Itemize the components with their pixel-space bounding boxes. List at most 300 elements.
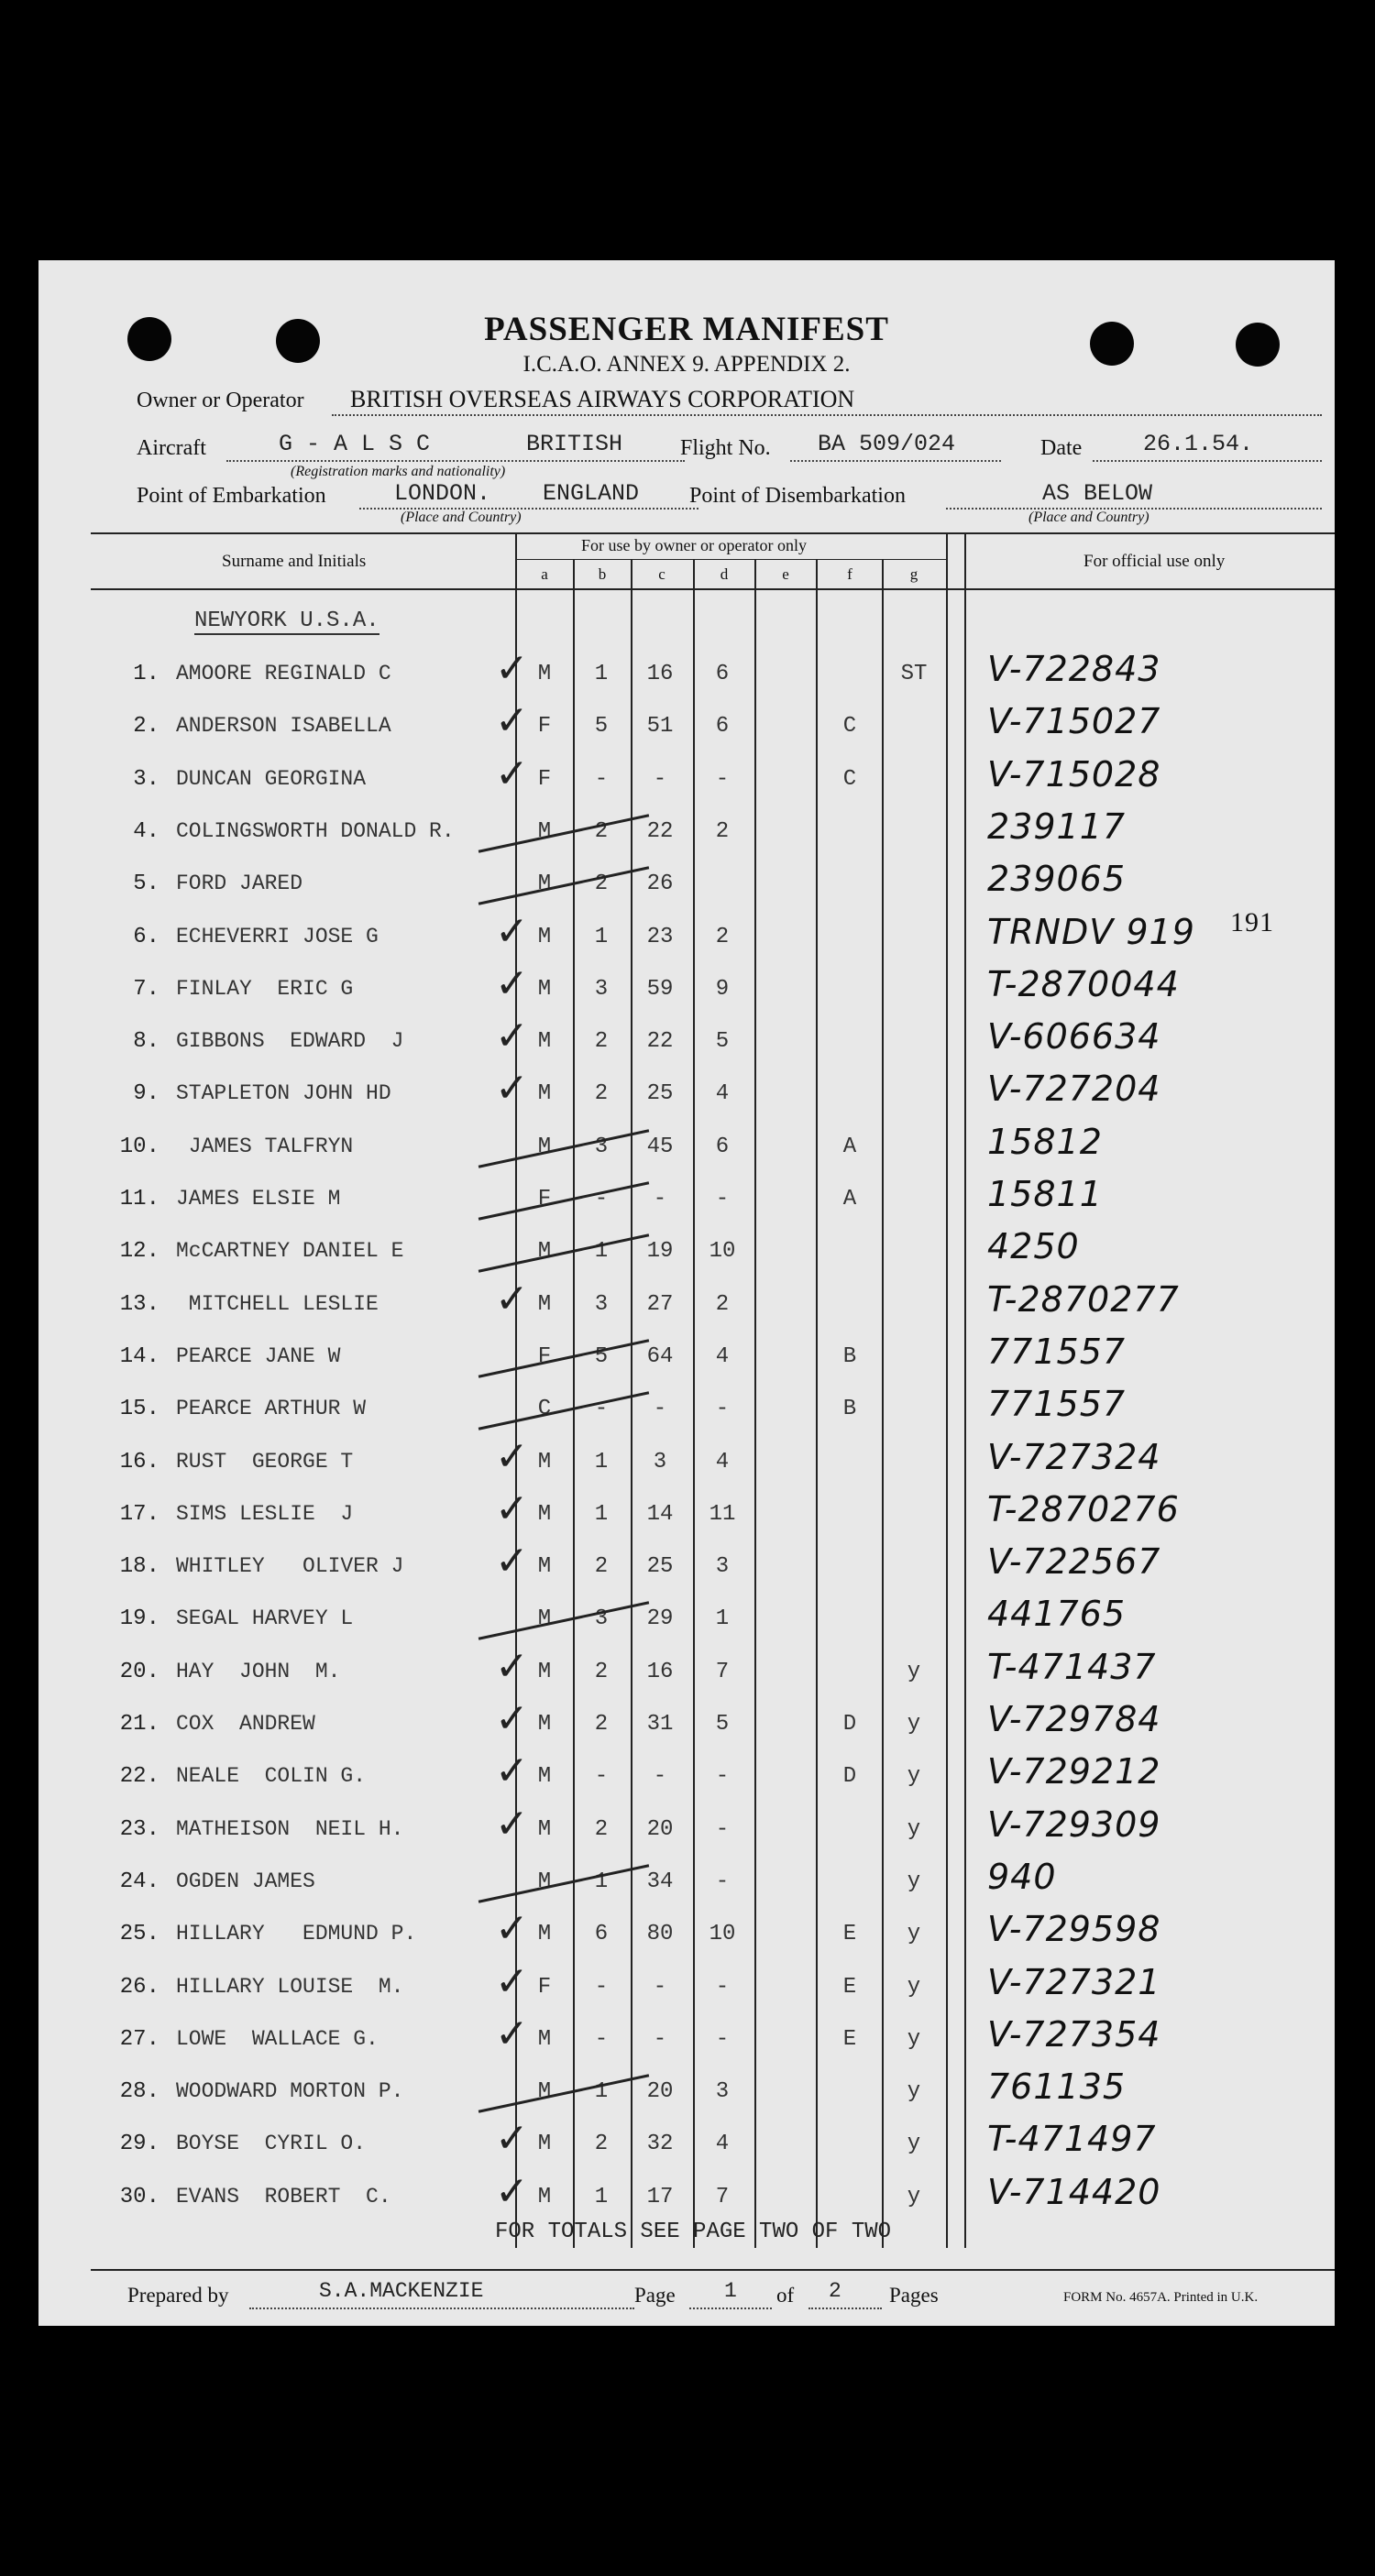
check-mark-icon: ✓	[495, 2115, 529, 2162]
column-letter-b: b	[598, 565, 607, 583]
row-number: 17.	[119, 1502, 160, 1527]
cell-a: M	[537, 1660, 552, 1684]
cell-g: ST	[900, 662, 928, 686]
passenger-name: COLINGSWORTH DONALD R.	[176, 819, 455, 843]
cell-d: 2	[715, 819, 730, 844]
cell-b: 2	[594, 1712, 609, 1737]
aircraft-line	[226, 460, 685, 462]
row-number: 6.	[133, 925, 160, 949]
passenger-name: WOODWARD MORTON P.	[176, 2079, 404, 2103]
cell-d: 3	[715, 1554, 730, 1579]
cell-g: y	[907, 1922, 921, 1946]
row-number: 1.	[133, 662, 160, 686]
cell-a: M	[537, 977, 552, 1002]
cell-c: 16	[646, 1660, 674, 1684]
embarkation-city: LONDON.	[394, 480, 491, 507]
cell-d: 3	[715, 2079, 730, 2104]
passenger-name: FINLAY ERIC G	[176, 977, 354, 1001]
table-top-rule	[91, 532, 1335, 534]
cell-d: 2	[715, 1292, 730, 1317]
check-mark-icon: ✓	[495, 697, 529, 744]
embarkation-sublabel: (Place and Country)	[401, 510, 522, 525]
check-mark-icon: ✓	[495, 1643, 529, 1690]
passenger-name: HILLARY LOUISE M.	[176, 1975, 404, 1999]
cell-a: M	[537, 1712, 552, 1737]
column-divider	[816, 559, 818, 2248]
passenger-name: FORD JARED	[176, 871, 303, 895]
cell-b: 3	[594, 1606, 609, 1631]
cell-d: 4	[715, 1450, 730, 1474]
cell-d: 10	[709, 1239, 736, 1264]
cell-d: 6	[715, 662, 730, 686]
passenger-name: BOYSE CYRIL O.	[176, 2132, 367, 2155]
cell-a: M	[537, 1817, 552, 1842]
cell-b: 1	[594, 2079, 609, 2104]
cell-c: 3	[653, 1450, 667, 1474]
cell-c: 20	[646, 2079, 674, 2104]
cell-b: 3	[594, 1292, 609, 1317]
cell-b: 1	[594, 1239, 609, 1264]
passenger-name: HILLARY EDMUND P.	[176, 1922, 417, 1946]
cell-b: 2	[594, 1817, 609, 1842]
cell-a: M	[537, 1554, 552, 1579]
cell-d: 9	[715, 977, 730, 1002]
check-mark-icon: ✓	[495, 908, 529, 955]
prepared-by-label: Prepared by	[127, 2284, 229, 2307]
cell-d: 6	[715, 1135, 730, 1159]
official-entry: V-722843	[987, 649, 1161, 689]
row-number: 30.	[119, 2185, 160, 2209]
cell-a: F	[537, 1187, 552, 1211]
cell-d: 5	[715, 1029, 730, 1054]
official-entry: V-727204	[987, 1069, 1161, 1109]
cell-d: 7	[715, 1660, 730, 1684]
passenger-name: EVANS ROBERT C.	[176, 2185, 391, 2209]
cell-f: B	[842, 1344, 857, 1369]
cell-b: 2	[594, 1029, 609, 1054]
cell-f: C	[842, 714, 857, 739]
check-mark-icon: ✓	[495, 1013, 529, 1059]
cell-c: 23	[646, 925, 674, 949]
cell-b: 2	[594, 1081, 609, 1106]
embarkation-country: ENGLAND	[543, 480, 640, 507]
embarkation-label: Point of Embarkation	[137, 484, 326, 508]
row-number: 15.	[119, 1397, 160, 1421]
row-number: 14.	[119, 1344, 160, 1369]
of-line	[808, 2307, 882, 2309]
date-label: Date	[1040, 436, 1083, 460]
aircraft-label: Aircraft	[137, 436, 206, 460]
page-line	[689, 2307, 772, 2309]
official-entry: 441765	[987, 1594, 1127, 1634]
cell-c: 20	[646, 1817, 674, 1842]
cell-d: 4	[715, 2132, 730, 2156]
disembarkation-sublabel: (Place and Country)	[1028, 510, 1150, 525]
cell-a: M	[537, 2027, 552, 2052]
official-entry: 15812	[987, 1122, 1103, 1162]
cell-g: y	[907, 2027, 921, 2052]
official-entry: T-2870044	[987, 964, 1180, 1004]
passenger-name: ECHEVERRI JOSE G	[176, 925, 379, 948]
page-title: PASSENGER MANIFEST	[484, 311, 889, 348]
cell-c: 51	[646, 714, 674, 739]
cell-d: 2	[715, 925, 730, 949]
cell-d: -	[715, 1817, 730, 1842]
totals-note: FOR TOTALS SEE PAGE TWO OF TWO	[495, 2220, 892, 2244]
check-mark-icon: ✓	[495, 1695, 529, 1742]
cell-a: M	[537, 2132, 552, 2156]
check-mark-icon: ✓	[495, 1905, 529, 1952]
row-number: 19.	[119, 1606, 160, 1631]
official-column-divider	[964, 532, 966, 2248]
cell-b: 3	[594, 1135, 609, 1159]
cell-g: y	[907, 1869, 921, 1894]
cell-d: 11	[709, 1502, 736, 1527]
cell-a: F	[537, 767, 552, 792]
passenger-name: DUNCAN GEORGINA	[176, 767, 367, 791]
official-entry: 239065	[987, 859, 1127, 899]
cell-a: F	[537, 714, 552, 739]
cell-c: 17	[646, 2185, 674, 2209]
cell-b: 2	[594, 2132, 609, 2156]
cell-a: M	[537, 1450, 552, 1474]
official-entry: 761135	[987, 2066, 1127, 2107]
cell-b: 5	[594, 714, 609, 739]
cell-c: -	[653, 1764, 667, 1789]
official-entry: T-2870276	[987, 1489, 1180, 1529]
aircraft-sublabel: (Registration marks and nationality)	[291, 464, 506, 479]
cell-b: 1	[594, 1450, 609, 1474]
check-mark-icon: ✓	[495, 1958, 529, 2005]
cell-a: M	[537, 925, 552, 949]
col-surname-header: Surname and Initials	[222, 552, 367, 571]
official-entry: V-722567	[987, 1541, 1161, 1582]
cell-b: 2	[594, 819, 609, 844]
cell-d: 10	[709, 1922, 736, 1946]
cell-g: y	[907, 1975, 921, 2000]
row-number: 9.	[133, 1081, 160, 1106]
cell-b: 2	[594, 871, 609, 896]
cell-a: M	[537, 662, 552, 686]
cell-c: -	[653, 1187, 667, 1211]
passenger-name: SIMS LESLIE J	[176, 1502, 354, 1526]
cell-g: y	[907, 2079, 921, 2104]
passenger-name: COX ANDREW	[176, 1712, 315, 1736]
disembarkation-value: AS BELOW	[1042, 480, 1153, 507]
row-number: 12.	[119, 1239, 160, 1264]
passenger-name: STAPLETON JOHN HD	[176, 1081, 391, 1105]
row-number: 26.	[119, 1975, 160, 2000]
official-entry: V-727354	[987, 2014, 1161, 2055]
cell-b: 1	[594, 925, 609, 949]
page-subtitle: I.C.A.O. ANNEX 9. APPENDIX 2.	[522, 352, 851, 377]
cell-d: -	[715, 1764, 730, 1789]
form-number: FORM No. 4657A. Printed in U.K.	[1063, 2290, 1259, 2305]
official-entry: T-471497	[987, 2119, 1157, 2159]
official-entry: V-729598	[987, 1909, 1161, 1949]
table-bottom-rule	[91, 2269, 1335, 2271]
passenger-name: LOWE WALLACE G.	[176, 2027, 379, 2051]
passenger-name: HAY JOHN M.	[176, 1660, 341, 1683]
column-letter-c: c	[658, 565, 666, 583]
cell-b: 2	[594, 1554, 609, 1579]
page-label: Page	[634, 2284, 676, 2307]
cell-c: 29	[646, 1606, 674, 1631]
row-number: 23.	[119, 1817, 160, 1842]
cell-f: D	[842, 1712, 857, 1737]
row-number: 24.	[119, 1869, 160, 1894]
check-mark-icon: ✓	[495, 1801, 529, 1847]
cell-a: M	[537, 2185, 552, 2209]
passenger-name: RUST GEORGE T	[176, 1450, 354, 1474]
cell-g: y	[907, 1660, 921, 1684]
cell-a: M	[537, 1081, 552, 1106]
cell-b: 5	[594, 1344, 609, 1369]
official-entry: 239117	[987, 806, 1127, 847]
passenger-name: AMOORE REGINALD C	[176, 662, 391, 685]
cell-d: -	[715, 2027, 730, 2052]
cell-b: 1	[594, 2185, 609, 2209]
cell-c: 25	[646, 1554, 674, 1579]
cell-d: -	[715, 1397, 730, 1421]
owner-label: Owner or Operator	[137, 389, 304, 412]
passenger-name: JAMES ELSIE M	[176, 1187, 341, 1211]
cell-f: E	[842, 1922, 857, 1946]
official-entry: V-729784	[987, 1699, 1161, 1739]
cell-c: 22	[646, 1029, 674, 1054]
owner-line	[332, 414, 1322, 416]
passenger-name: PEARCE ARTHUR W	[176, 1397, 367, 1420]
cell-a: M	[537, 871, 552, 896]
check-mark-icon: ✓	[495, 960, 529, 1007]
cell-c: 19	[646, 1239, 674, 1264]
cell-d: 5	[715, 1712, 730, 1737]
cell-b: 1	[594, 1502, 609, 1527]
cell-f: D	[842, 1764, 857, 1789]
cell-f: C	[842, 767, 857, 792]
cell-d: -	[715, 1975, 730, 2000]
cell-d: 4	[715, 1344, 730, 1369]
official-entry: V-727324	[987, 1437, 1161, 1477]
check-mark-icon: ✓	[495, 1433, 529, 1480]
cell-g: y	[907, 1817, 921, 1842]
row-number: 16.	[119, 1450, 160, 1474]
cell-c: -	[653, 1397, 667, 1421]
owner-value: BRITISH OVERSEAS AIRWAYS CORPORATION	[350, 386, 855, 412]
cell-b: 6	[594, 1922, 609, 1946]
cell-c: 26	[646, 871, 674, 896]
cell-c: 31	[646, 1712, 674, 1737]
column-divider	[754, 559, 756, 2248]
cell-f: A	[842, 1135, 857, 1159]
cell-b: -	[594, 1975, 609, 2000]
row-number: 27.	[119, 2027, 160, 2052]
cell-a: M	[537, 1764, 552, 1789]
cell-c: -	[653, 1975, 667, 2000]
aircraft-registration: G - A L S C	[279, 431, 431, 457]
row-number: 5.	[133, 871, 160, 896]
of-label: of	[776, 2284, 795, 2307]
date-value: 26.1.54.	[1143, 431, 1254, 457]
cell-a: F	[537, 1344, 552, 1369]
check-mark-icon: ✓	[495, 2011, 529, 2057]
cell-c: 16	[646, 662, 674, 686]
passenger-name: OGDEN JAMES	[176, 1869, 315, 1893]
cell-d: 6	[715, 714, 730, 739]
passenger-name: PEARCE JANE W	[176, 1344, 341, 1368]
column-divider	[882, 559, 884, 2248]
cell-c: 27	[646, 1292, 674, 1317]
official-entry: 4250	[987, 1226, 1080, 1266]
cell-a: C	[537, 1397, 552, 1421]
cell-f: E	[842, 1975, 857, 2000]
cell-c: 59	[646, 977, 674, 1002]
passenger-name: MATHEISON NEIL H.	[176, 1817, 404, 1841]
passenger-name: MITCHELL LESLIE	[176, 1292, 379, 1316]
passenger-name: SEGAL HARVEY L	[176, 1606, 354, 1630]
row-number: 13.	[119, 1292, 160, 1317]
passenger-name: JAMES TALFRYN	[176, 1135, 354, 1158]
cell-g: y	[907, 2132, 921, 2156]
official-entry: 15811	[987, 1174, 1103, 1214]
page-total: 2	[829, 2279, 842, 2303]
aircraft-nationality: BRITISH	[526, 431, 623, 457]
row-number: 10.	[119, 1135, 160, 1159]
cell-d: 7	[715, 2185, 730, 2209]
check-mark-icon: ✓	[495, 751, 529, 797]
column-letter-a: a	[541, 565, 548, 583]
cell-d: -	[715, 1869, 730, 1894]
cell-g: y	[907, 1712, 921, 1737]
row-number: 7.	[133, 977, 160, 1002]
cell-d: 4	[715, 1081, 730, 1106]
row-number: 20.	[119, 1660, 160, 1684]
flight-number: BA 509/024	[818, 431, 956, 457]
row-number: 29.	[119, 2132, 160, 2156]
row-number: 4.	[133, 819, 160, 844]
official-entry: TRNDV 919	[987, 912, 1195, 952]
cell-b: -	[594, 1764, 609, 1789]
official-entry: V-714420	[987, 2172, 1161, 2212]
cell-a: M	[537, 2079, 552, 2104]
cell-b: -	[594, 1397, 609, 1421]
cell-d: -	[715, 1187, 730, 1211]
cell-c: 22	[646, 819, 674, 844]
column-divider	[946, 532, 948, 2248]
col-owner-use-header: For use by owner or operator only	[581, 536, 807, 554]
cell-a: M	[537, 1292, 552, 1317]
pages-label: Pages	[889, 2284, 939, 2307]
row-number: 18.	[119, 1554, 160, 1579]
row-number: 8.	[133, 1029, 160, 1054]
cell-c: 64	[646, 1344, 674, 1369]
column-letter-g: g	[909, 565, 918, 583]
official-entry: V-715027	[987, 701, 1161, 741]
cell-c: 34	[646, 1869, 674, 1894]
check-mark-icon: ✓	[495, 1748, 529, 1794]
disembarkation-label: Point of Disembarkation	[689, 484, 906, 508]
official-entry: 771557	[987, 1384, 1127, 1424]
cell-b: 1	[594, 1869, 609, 1894]
column-letter-f: f	[847, 565, 852, 583]
cell-b: 3	[594, 977, 609, 1002]
official-entry: V-715028	[987, 754, 1161, 795]
row-number: 21.	[119, 1712, 160, 1737]
destination-heading: NEWYORK U.S.A.	[194, 608, 380, 633]
prepared-by-value: S.A.MACKENZIE	[319, 2279, 484, 2303]
cell-b: 1	[594, 662, 609, 686]
official-entry: 771557	[987, 1332, 1127, 1372]
cell-c: 32	[646, 2132, 674, 2156]
official-entry: T-471437	[987, 1647, 1157, 1687]
manifest-sheet	[38, 260, 1335, 2326]
check-mark-icon: ✓	[495, 1065, 529, 1112]
check-mark-icon: ✓	[495, 1538, 529, 1584]
cell-f: A	[842, 1187, 857, 1211]
official-entry: V-729212	[987, 1751, 1161, 1792]
cell-g: y	[907, 2185, 921, 2209]
official-entry: V-606634	[987, 1016, 1161, 1057]
col-official-header: For official use only	[1084, 552, 1226, 571]
prepared-by-line	[249, 2307, 634, 2309]
passenger-name: ANDERSON ISABELLA	[176, 714, 391, 738]
cell-b: 2	[594, 1660, 609, 1684]
official-entry: V-729309	[987, 1804, 1161, 1845]
side-number: 191	[1230, 907, 1274, 937]
official-entry: T-2870277	[987, 1279, 1180, 1320]
cell-a: M	[537, 1239, 552, 1264]
table-header-rule	[91, 588, 1335, 590]
passenger-name: WHITLEY OLIVER J	[176, 1554, 404, 1578]
column-letter-d: d	[720, 565, 729, 583]
flight-label: Flight No.	[680, 436, 771, 460]
passenger-name: NEALE COLIN G.	[176, 1764, 367, 1788]
check-mark-icon: ✓	[495, 1485, 529, 1532]
passenger-name: McCARTNEY DANIEL E	[176, 1239, 404, 1263]
cell-a: M	[537, 1029, 552, 1054]
page-number: 1	[724, 2279, 737, 2303]
cell-d: 1	[715, 1606, 730, 1631]
cell-c: -	[653, 767, 667, 792]
cell-a: M	[537, 1922, 552, 1946]
row-number: 2.	[133, 714, 160, 739]
cell-a: M	[537, 1135, 552, 1159]
check-mark-icon: ✓	[495, 1276, 529, 1322]
cell-c: 25	[646, 1081, 674, 1106]
row-number: 3.	[133, 767, 160, 792]
cell-c: 14	[646, 1502, 674, 1527]
row-number: 25.	[119, 1922, 160, 1946]
row-number: 22.	[119, 1764, 160, 1789]
row-number: 28.	[119, 2079, 160, 2104]
official-entry: V-727321	[987, 1962, 1161, 2002]
cell-f: B	[842, 1397, 857, 1421]
row-number: 11.	[119, 1187, 160, 1211]
check-mark-icon: ✓	[495, 2168, 529, 2215]
cell-c: 80	[646, 1922, 674, 1946]
check-mark-icon: ✓	[495, 645, 529, 692]
passenger-name: GIBBONS EDWARD J	[176, 1029, 404, 1053]
date-line	[1093, 460, 1322, 462]
official-entry: 940	[987, 1857, 1057, 1897]
cell-a: M	[537, 1606, 552, 1631]
cell-b: -	[594, 767, 609, 792]
cell-b: -	[594, 1187, 609, 1211]
cell-a: M	[537, 1502, 552, 1527]
cell-d: -	[715, 767, 730, 792]
cell-c: 45	[646, 1135, 674, 1159]
cell-a: M	[537, 1869, 552, 1894]
